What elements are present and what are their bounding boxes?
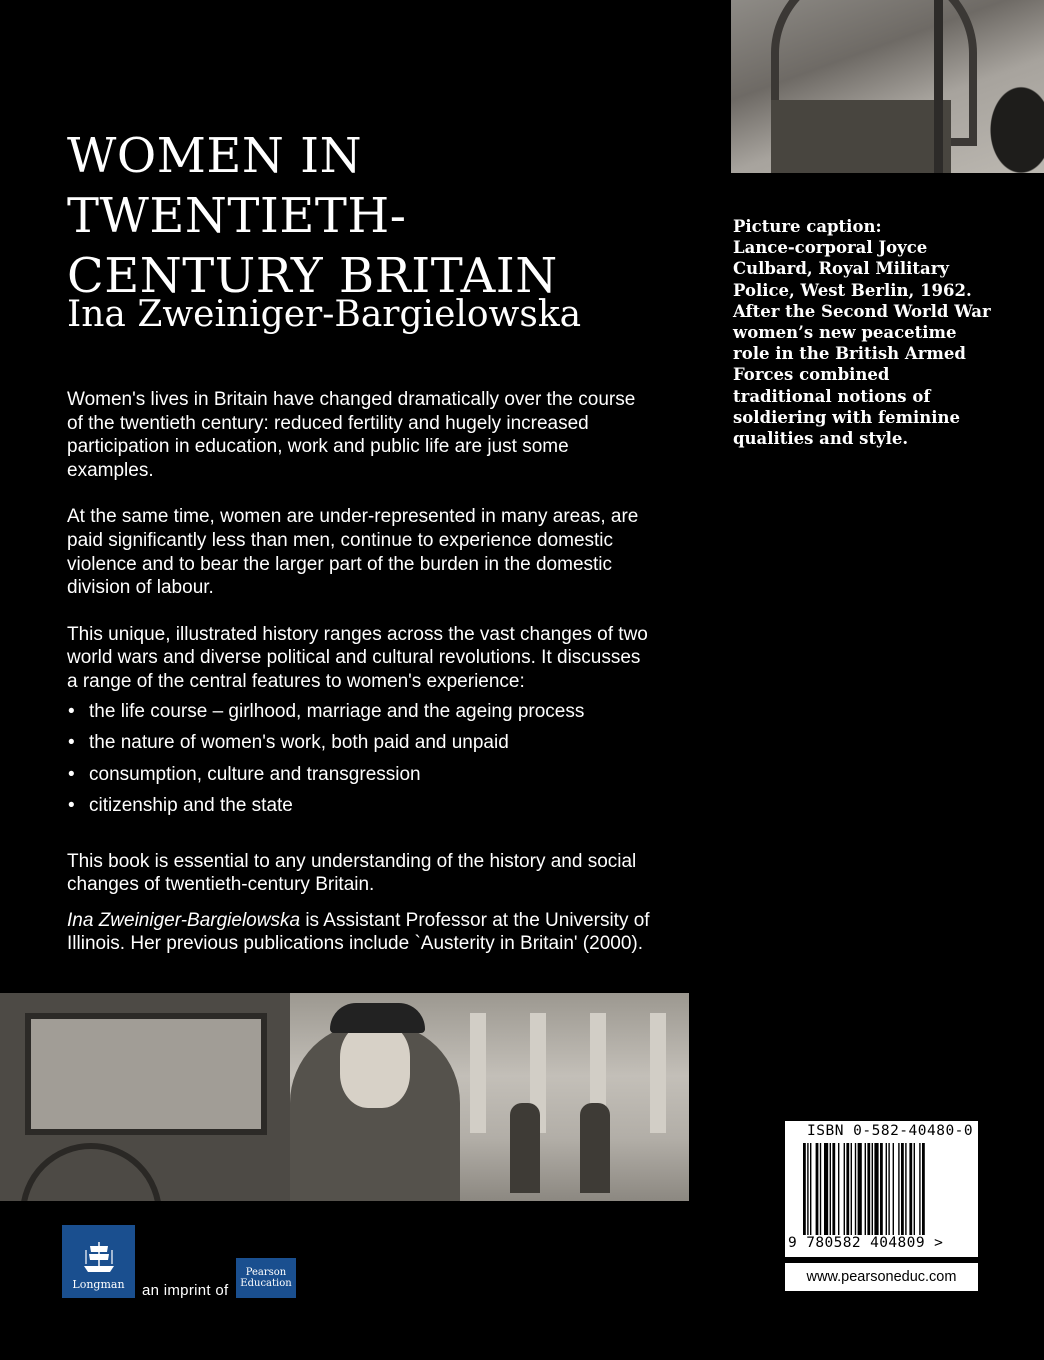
barcode-bar (919, 1143, 920, 1235)
picture-caption (733, 216, 1023, 449)
longman-logo (62, 1225, 135, 1298)
barcode-bar (909, 1143, 912, 1235)
barcode-bar (898, 1143, 899, 1235)
list-item: • the life course – girlhood, marriage and the ageing process (67, 700, 707, 732)
author-bio (67, 909, 707, 956)
barcode-bar (816, 1143, 819, 1235)
caption-line: traditional notions of (733, 386, 931, 406)
blurb-paragraph (67, 850, 707, 897)
barcode-box (785, 1121, 978, 1257)
author-name: Ina Zweiniger-Bargielowska (67, 294, 582, 335)
barcode-bar (851, 1143, 852, 1235)
isbn-text: ISBN 0-582-40480-0 (807, 1123, 974, 1139)
pearson-line: Education (240, 1278, 292, 1289)
caption-line: Lance-corporal Joyce (733, 238, 928, 258)
blurb-line: examples. (67, 459, 154, 481)
bio-line: Illinois. Her previous publications include `Austerity in Britain' (2000). (67, 933, 644, 955)
barcode-bar (855, 1143, 856, 1235)
barcode-bar (846, 1143, 849, 1235)
barcode-bar (880, 1143, 883, 1235)
pearson-logo (236, 1258, 296, 1298)
caption-line: Forces combined (733, 365, 890, 385)
bio-text: is Assistant Professor at the University of (300, 909, 650, 931)
barcode-bar (874, 1143, 878, 1235)
ship-icon (80, 1240, 118, 1274)
caption-line: role in the British Armed (733, 344, 966, 364)
blurb-line: This unique, illustrated history ranges across the vast changes of two (67, 623, 648, 645)
longman-label: Longman (72, 1278, 125, 1291)
caption-line: soldiering with feminine (733, 407, 961, 427)
blurb-line: world wars and diverse political and cultural revolutions. It discusses (67, 647, 641, 669)
feature-list (67, 700, 707, 826)
cover-photo-top (731, 0, 1044, 173)
bio-line (67, 910, 650, 931)
blurb-paragraph (67, 623, 707, 694)
list-item: • the nature of women's work, both paid and unpaid (67, 731, 707, 763)
barcode-bar (867, 1143, 870, 1235)
blurb-line: At the same time, women are under-represented in many areas, are (67, 506, 639, 528)
barcode-bar (914, 1143, 915, 1235)
photo-vehicle-window (25, 1013, 267, 1135)
photo-soldier (580, 1103, 610, 1193)
barcode-bar (807, 1143, 808, 1235)
blurb-paragraph (67, 505, 707, 599)
barcode-bar (858, 1143, 862, 1235)
blurb (67, 388, 707, 956)
publisher-url: www.pearsoneduc.com (785, 1263, 978, 1291)
barcode-bar (824, 1143, 828, 1235)
photo-column (470, 1013, 486, 1133)
imprint-text: an imprint of (142, 1282, 229, 1299)
photo-column (650, 1013, 666, 1133)
barcode-bar (901, 1143, 904, 1235)
blurb-paragraph (67, 388, 707, 482)
blurb-line: paid significantly less than men, continue to experience domestic (67, 529, 614, 551)
barcode-bar (886, 1143, 887, 1235)
caption-line: Culbard, Royal Military (733, 259, 950, 279)
barcode-bar (838, 1143, 839, 1235)
barcode-bar (893, 1143, 894, 1235)
blurb-line: of the twentieth century: reduced fertility and hugely increased (67, 412, 589, 434)
photo-vehicle-window (771, 100, 951, 173)
photo-face (340, 1023, 410, 1108)
title-line: CENTURY BRITAIN (67, 248, 558, 304)
blurb-line: participation in education, work and public life are just some (67, 436, 569, 458)
photo-pole (934, 0, 943, 173)
list-item: • consumption, culture and transgression (67, 763, 707, 795)
pearson-line: Pearson (245, 1267, 287, 1278)
photo-cap (330, 1003, 425, 1033)
blurb-line: violence and to bear the larger part of the burden in the domestic (67, 553, 613, 575)
cover-photo-bottom (0, 993, 689, 1201)
caption-line: Police, West Berlin, 1962. (733, 280, 972, 300)
barcode-icon (803, 1143, 963, 1235)
barcode-bar (803, 1143, 806, 1235)
blurb-line: a range of the central features to women's experience: (67, 670, 525, 692)
barcode-bar (922, 1143, 925, 1235)
barcode-bar (844, 1143, 845, 1235)
barcode-bar (888, 1143, 889, 1235)
title-line: WOMEN IN TWENTIETH- (67, 128, 407, 244)
barcode-bar (830, 1143, 831, 1235)
caption-line: Picture caption: (733, 217, 882, 236)
photo-soldier (510, 1103, 540, 1193)
barcode-bar (810, 1143, 811, 1235)
book-title (67, 126, 707, 306)
barcode-bar (865, 1143, 866, 1235)
caption-line: qualities and style. (733, 429, 909, 449)
blurb-line: changes of twentieth-century Britain. (67, 874, 375, 896)
caption-line: After the Second World War (733, 301, 991, 321)
ean-text: 9 780582 404809 > (788, 1235, 944, 1251)
blurb-line: Women's lives in Britain have changed dramatically over the course (67, 389, 636, 410)
list-item: • citizenship and the state (67, 794, 707, 826)
barcode-bar (832, 1143, 835, 1235)
blurb-line: division of labour. (67, 577, 214, 599)
barcode-bar (872, 1143, 873, 1235)
bio-author-name: Ina Zweiniger-Bargielowska (67, 909, 301, 931)
barcode-bar (905, 1143, 906, 1235)
blurb-line: This book is essential to any understanding of the history and social (67, 850, 637, 872)
barcode-bar (820, 1143, 821, 1235)
caption-line: women’s new peacetime (733, 323, 957, 343)
